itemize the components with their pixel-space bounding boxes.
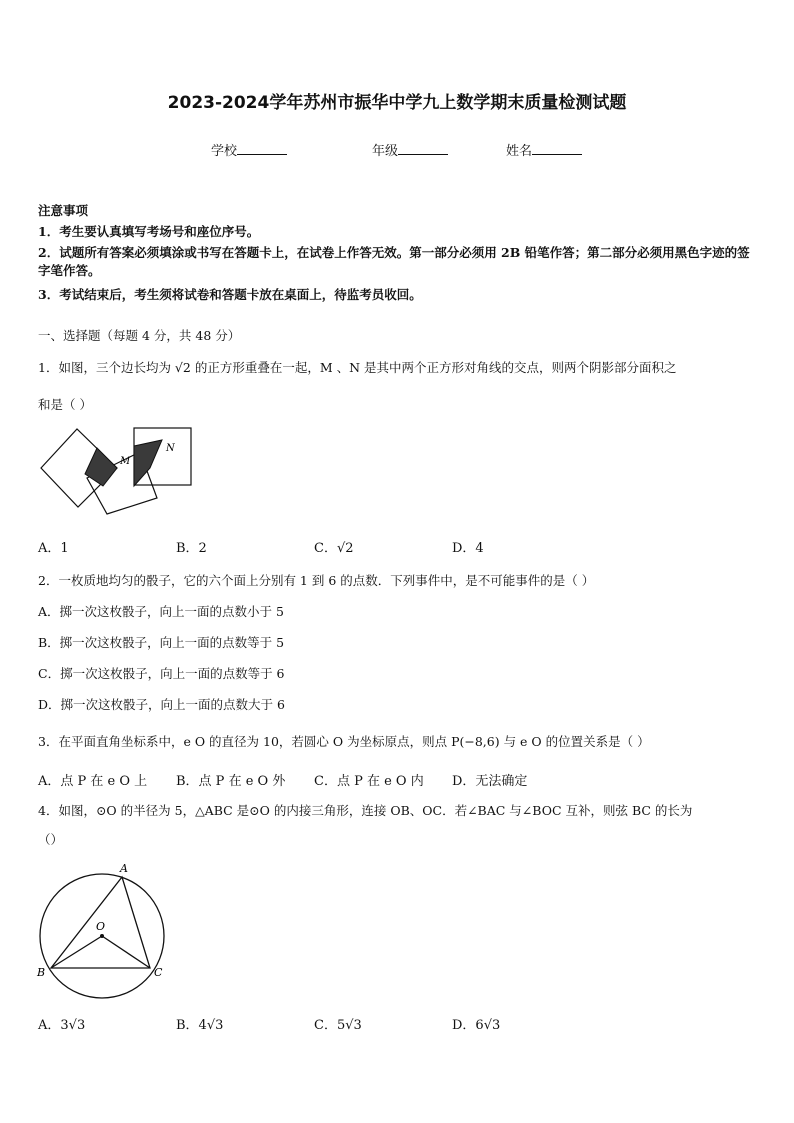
school-field[interactable] (211, 140, 287, 159)
q4-stem-line1: 4．如图，⊙O 的半径为 5，△ABC 是⊙O 的内接三角形，连接 OB、OC．若∠BAC 与∠BOC 互补，则弦 BC 的长为 (38, 803, 693, 818)
q3-option-d[interactable]: D．无法确定 (452, 774, 528, 789)
q1-option-c[interactable]: C．√2 (314, 541, 354, 556)
note-item-2: 2．试题所有答案必须填涂或书写在答题卡上，在试卷上作答无效。第一部分必须用 2B 铅笔作答；第二部分必须用黑色字迹的签字笔作答。 (38, 245, 750, 278)
q2-option-c[interactable]: C．掷一次这枚骰子，向上一面的点数等于 6 (38, 666, 285, 681)
q3-option-c[interactable]: C．点 P 在 e O 内 (314, 774, 424, 789)
q3-option-a[interactable]: A．点 P 在 e O 上 (38, 774, 148, 789)
q1-option-b[interactable]: B．2 (176, 541, 207, 556)
label-m: M (120, 456, 131, 467)
q4-stem-line2: （） (38, 832, 64, 847)
q4-option-c[interactable]: C．5√3 (314, 1018, 362, 1033)
q2-option-b[interactable]: B．掷一次这枚骰子，向上一面的点数等于 5 (38, 635, 285, 650)
note-item-3: 3．考试结束后，考生须将试卷和答题卡放在桌面上，待监考员收回。 (38, 287, 422, 302)
name-field[interactable] (506, 140, 582, 159)
q4-figure (32, 856, 174, 1006)
segment-oc (102, 936, 150, 968)
name-label: 姓名 (506, 144, 533, 159)
label-o: O (96, 920, 106, 933)
center-point (100, 934, 104, 938)
shaded-region-left (85, 448, 117, 486)
q2-option-d[interactable]: D．掷一次这枚骰子，向上一面的点数大于 6 (38, 697, 285, 712)
q2-option-a[interactable]: A．掷一次这枚骰子，向上一面的点数小于 5 (38, 604, 284, 619)
q1-stem-line1: 1．如图，三个边长均为 √2 的正方形重叠在一起，M 、N 是其中两个正方形对角线的交点，则两个阴影部分面积之 (38, 360, 677, 375)
grade-field[interactable] (372, 140, 448, 159)
shaded-region-right (134, 440, 162, 486)
school-blank[interactable] (237, 142, 287, 155)
label-n: N (166, 443, 175, 454)
grade-blank[interactable] (398, 142, 448, 155)
q1-option-a[interactable]: A．1 (38, 541, 69, 556)
label-b: B (37, 966, 46, 979)
section-heading: 一、选择题（每题 4 分，共 48 分） (38, 328, 241, 343)
q1-figure (38, 424, 198, 516)
label-c: C (154, 966, 163, 979)
note-item-1: 1．考生要认真填写考场号和座位序号。 (38, 224, 260, 239)
q2-stem: 2．一枚质地均匀的骰子，它的六个面上分别有 1 到 6 的点数．下列事件中，是不可能事件的是（ ） (38, 573, 595, 588)
q3-option-b[interactable]: B．点 P 在 e O 外 (176, 774, 286, 789)
school-label: 学校 (211, 144, 238, 159)
segment-ob (51, 936, 102, 968)
label-a: A (120, 862, 128, 875)
q4-option-a[interactable]: A．3√3 (38, 1018, 86, 1033)
q3-stem: 3．在平面直角坐标系中，e O 的直径为 10，若圆心 O 为坐标原点，则点 P(−8,6) 与 e O 的位置关系是（ ） (38, 734, 650, 749)
q4-option-b[interactable]: B．4√3 (176, 1018, 224, 1033)
grade-label: 年级 (372, 144, 399, 159)
page-title: 2023-2024学年苏州市振华中学九上数学期末质量检测试题 (167, 93, 627, 113)
q1-option-d[interactable]: D．4 (452, 541, 484, 556)
q4-option-d[interactable]: D．6√3 (452, 1018, 501, 1033)
name-blank[interactable] (532, 142, 582, 155)
notes-heading: 注意事项 (38, 203, 89, 218)
q1-stem-line2: 和是（ ） (38, 397, 92, 412)
